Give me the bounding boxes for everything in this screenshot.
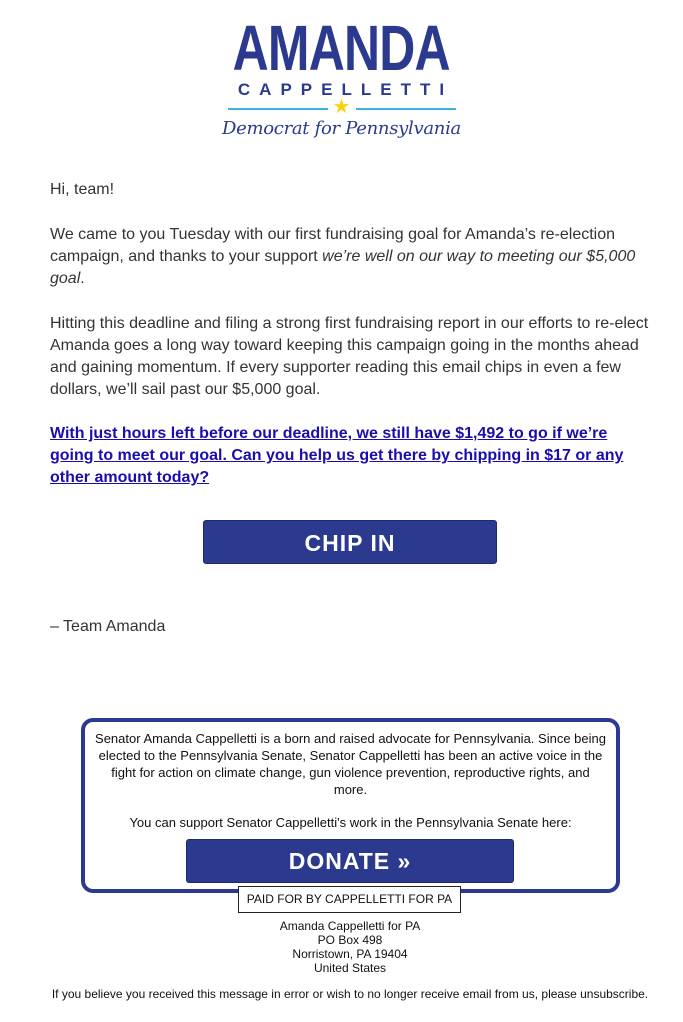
ask-paragraph <box>50 423 655 489</box>
address-line-city: Norristown, PA 19404 <box>292 947 408 961</box>
campaign-logo <box>0 14 683 139</box>
logo-name: AMANDA <box>232 12 451 84</box>
address-line-pobox: PO Box 498 <box>317 933 383 947</box>
senate-info-box <box>81 718 620 893</box>
logo-divider <box>228 96 456 118</box>
paragraph-deadline: Hitting this deadline and filing a strong first fundraising report in our efforts to re-elect Amanda goes a long way toward keeping this campaign going in the months ahead and gaining momentum. If every supporter reading this email chips in even a few dollars, we’ll sail past our $5,000 goal. <box>50 315 649 398</box>
paragraph-goal-emphasis: we’re well on our way to meeting our $5,000 goal <box>50 248 636 287</box>
signature: – Team Amanda <box>50 618 166 635</box>
chip-in-button[interactable]: CHIP IN <box>203 520 497 564</box>
mailing-address <box>0 919 683 975</box>
unsubscribe-notice[interactable]: If you believe you received this message in error or wish to no longer receive email from us, please unsubscribe. <box>51 987 649 1001</box>
logo-divider-line-right <box>356 108 456 110</box>
donate-button[interactable]: DONATE » <box>186 839 514 883</box>
logo-divider-line-left <box>228 108 328 110</box>
logo-tagline: Democrat for Pennsylvania <box>222 118 461 139</box>
donation-ask-link[interactable]: With just hours left before our deadline, we still have $1,492 to go if we’re going to meet our goal. Can you help us get there by chipping in $17 or any other amount today? <box>50 425 624 486</box>
greeting: Hi, team! <box>50 181 115 198</box>
paragraph-goal-end: . <box>80 270 85 287</box>
star-icon: ★ <box>332 96 351 118</box>
address-line-country: United States <box>313 961 387 975</box>
paragraph-goal <box>50 224 655 290</box>
address-line-org: Amanda Cappelletti for PA <box>279 919 421 933</box>
paragraph-goal-text: We came to you Tuesday with our first fundraising goal for Amanda’s re-election campaign, and thanks to your support <box>50 226 616 265</box>
support-text: You can support Senator Cappelletti's work in the Pennsylvania Senate here: <box>129 815 572 830</box>
logo-surname: CAPPELLETTI <box>237 80 454 99</box>
senator-bio: Senator Amanda Cappelletti is a born and raised advocate for Pennsylvania. Since being elected to the Pennsylvania Senate, Senator Cappelletti has been an active voice in the fight for action on climate change, gun violence prevention, reproductive rights, and more. <box>95 731 606 797</box>
paid-for-disclaimer: PAID FOR BY CAPPELLETTI FOR PA <box>238 886 461 913</box>
